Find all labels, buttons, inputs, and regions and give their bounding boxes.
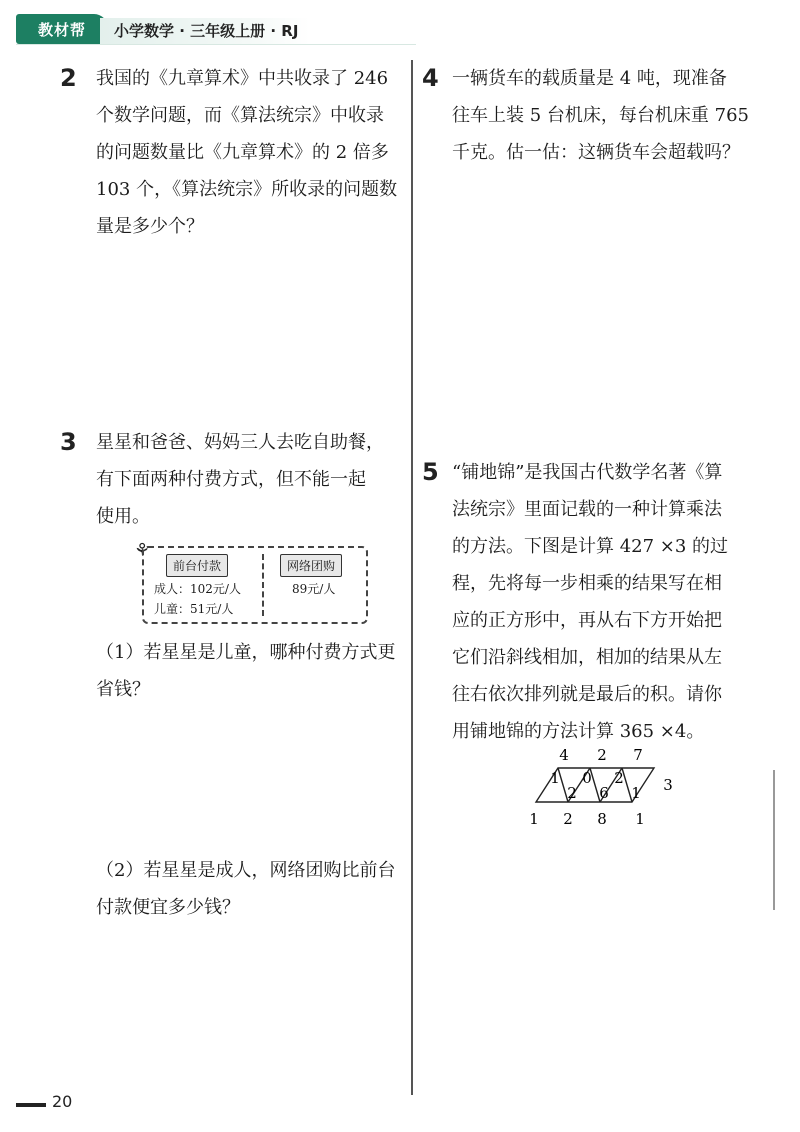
front-desk-tag: 前台付款 (166, 554, 228, 577)
column-divider (411, 60, 413, 1095)
q4-line: 往车上装 5 台机床，每台机床重 765 (452, 105, 749, 126)
page-edge-mark (773, 770, 775, 910)
q5-line: 法统宗》里面记载的一种计算乘法 (452, 499, 722, 520)
group-buy-tag: 网络团购 (280, 554, 342, 577)
lattice-cell-ones: 6 (599, 784, 609, 802)
brand-badge: 教材帮 (16, 14, 108, 44)
lattice-cell-ones: 2 (567, 784, 577, 802)
page-number-dash (16, 1103, 46, 1107)
lattice-cell-ones: 1 (631, 784, 641, 802)
q5-line: 往右依次排列就是最后的积。请你 (452, 684, 722, 705)
lattice-cell-tens: 0 (582, 769, 592, 787)
question-5-text (452, 454, 756, 750)
pricing-box (142, 546, 368, 624)
question-3-sub1 (96, 634, 406, 708)
q5-line: 它们沿斜线相加，相加的结果从左 (452, 647, 722, 668)
lattice-top-digit: 2 (597, 746, 607, 764)
q3-line: 星星和爸爸、妈妈三人去吃自助餐， (96, 432, 384, 453)
page-header-title: 小学数学 · 三年级上册 · RJ (114, 22, 299, 40)
q3-sub2-line: 付款便宜多少钱？ (96, 897, 240, 918)
q3-sub1-line: 省钱？ (96, 679, 150, 700)
q4-line: 千克。估一估：这辆货车会超载吗？ (452, 142, 740, 163)
q5-line: 程，先将每一步相乘的结果写在相 (452, 573, 722, 594)
question-4-text (452, 60, 756, 171)
question-3-text (96, 424, 406, 535)
q4-line: 一辆货车的载质量是 4 吨，现准备 (452, 68, 727, 89)
lattice-top-digit: 4 (559, 746, 569, 764)
lattice-side-digit: 3 (663, 776, 673, 794)
child-price: 儿童：51元/人 (154, 602, 234, 616)
q5-line: 用铺地锦的方法计算 365 ×4。 (452, 721, 705, 742)
lattice-bottom-digit: 1 (635, 810, 645, 828)
q3-sub2-line: （2）若星星是成人，网络团购比前台 (96, 860, 396, 881)
q2-line: 的问题数量比《九章算术》的 2 倍多 (96, 142, 389, 163)
pricing-divider (262, 554, 264, 616)
question-5-number: 5 (422, 458, 439, 486)
page-number: 20 (52, 1092, 73, 1111)
lattice-bottom-digit: 1 (529, 810, 539, 828)
lattice-bottom-digit: 8 (597, 810, 607, 828)
lattice-diagram (520, 742, 700, 832)
question-3-number: 3 (60, 428, 77, 456)
lattice-top-digit: 7 (633, 746, 643, 764)
q5-line: “铺地锦”是我国古代数学名著《算 (452, 462, 723, 483)
lattice-bottom-digit: 2 (563, 810, 573, 828)
question-2-text (96, 60, 406, 245)
q2-line: 我国的《九章算术》中共收录了 246 (96, 68, 389, 89)
question-2-number: 2 (60, 64, 77, 92)
q2-line: 103 个，《算法统宗》所收录的问题数 (96, 179, 398, 200)
adult-price: 成人：102元/人 (154, 582, 241, 596)
q2-line: 个数学问题，而《算法统宗》中收录 (96, 105, 384, 126)
plant-icon: ⚘ (134, 540, 151, 561)
lattice-cell-tens: 2 (614, 769, 624, 787)
group-buy-price: 89元/人 (292, 582, 336, 596)
header-rule (16, 44, 416, 45)
lattice-cell-tens: 1 (550, 769, 560, 787)
q5-line: 应的正方形中，再从右下方开始把 (452, 610, 722, 631)
q5-line: 的方法。下图是计算 427 ×3 的过 (452, 536, 729, 557)
q3-sub1-line: （1）若星星是儿童，哪种付费方式更 (96, 642, 396, 663)
q2-line: 量是多少个？ (96, 216, 204, 237)
question-3-sub2 (96, 852, 406, 926)
q3-line: 使用。 (96, 506, 150, 527)
q3-line: 有下面两种付费方式，但不能一起 (96, 469, 366, 490)
question-4-number: 4 (422, 64, 439, 92)
